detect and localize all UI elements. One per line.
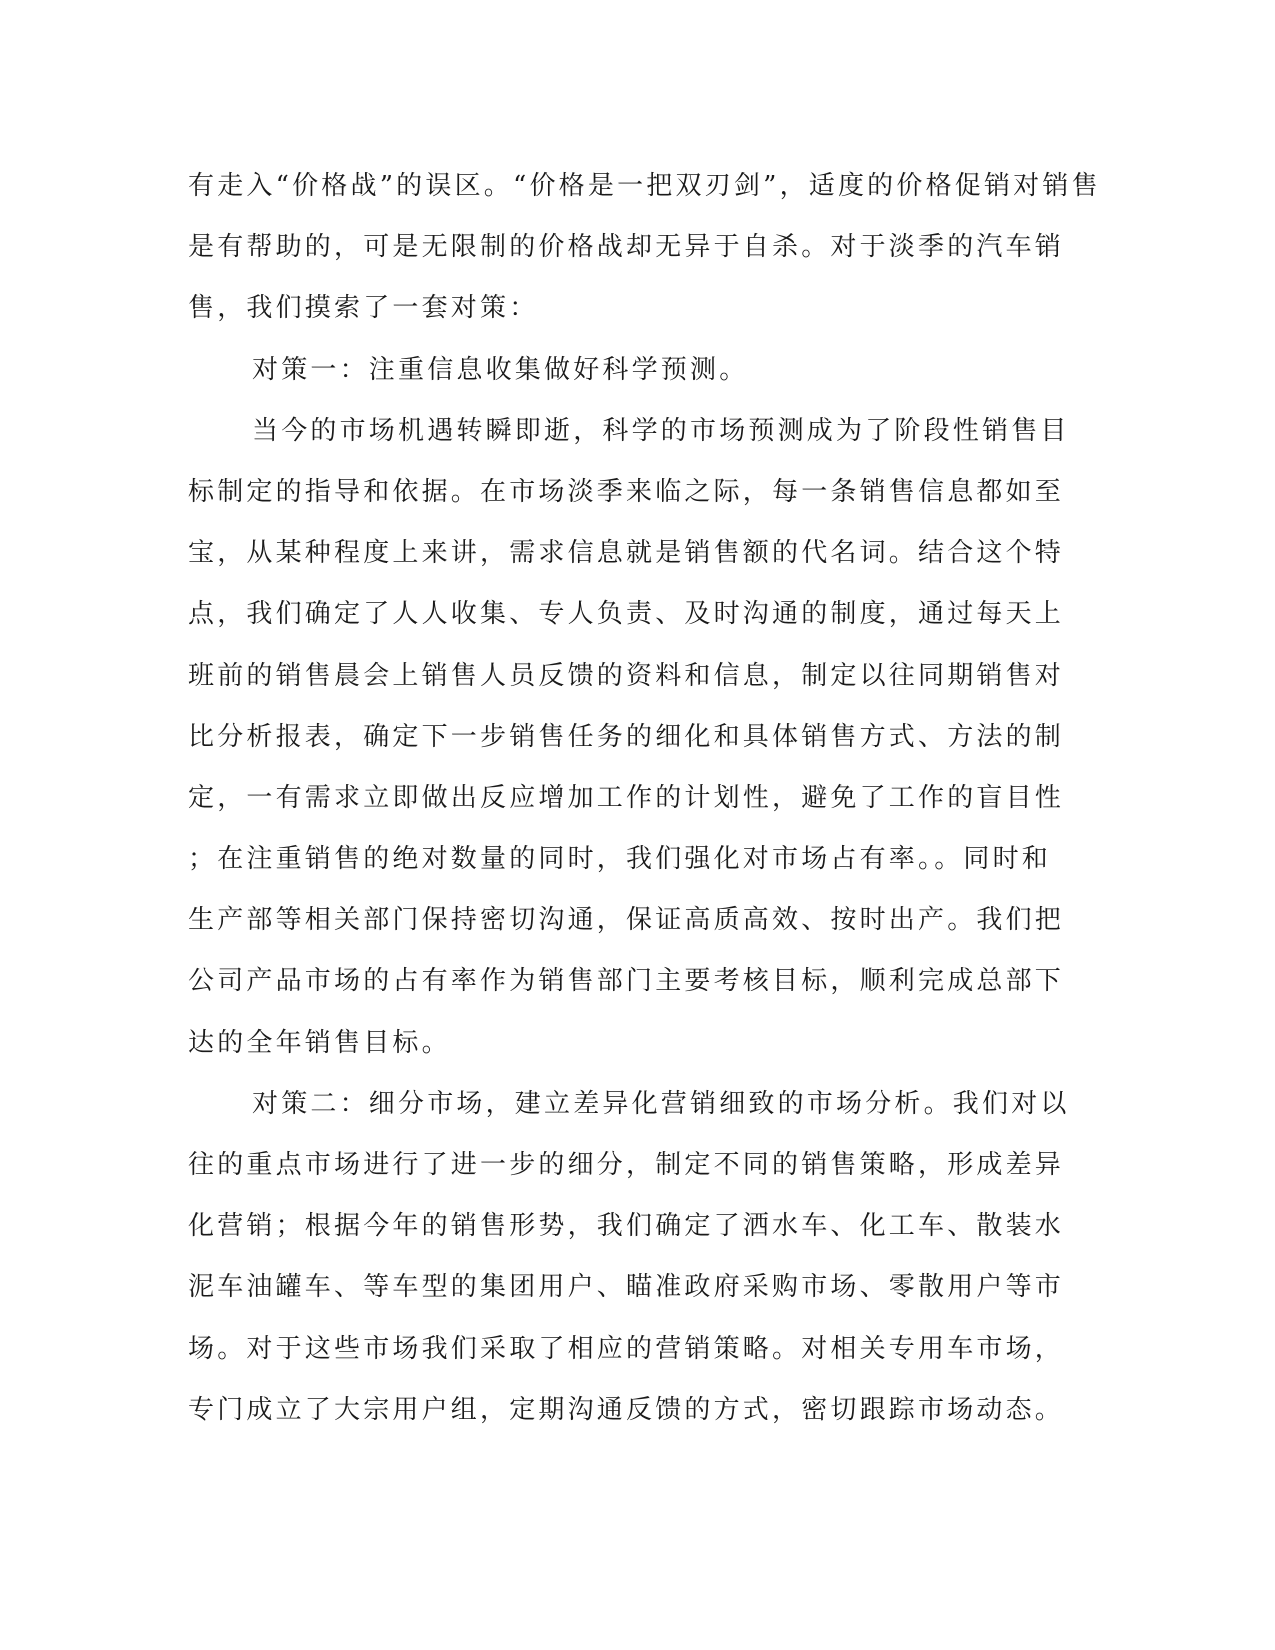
text-line: 点，我们确定了人人收集、专人负责、及时沟通的制度，通过每天上 xyxy=(188,599,1065,630)
text-line: 比分析报表，确定下一步销售任务的细化和具体销售方式、方法的制 xyxy=(188,721,1065,752)
text-line: 泥车油罐车、等车型的集团用户、瞄准政府采购市场、零散用户等市 xyxy=(188,1272,1065,1303)
text-line: 是有帮助的，可是无限制的价格战却无异于自杀。对于淡季的汽车销 xyxy=(188,232,1065,263)
text-line: 场。对于这些市场我们采取了相应的营销策略。对相关专用车市场， xyxy=(188,1333,1065,1364)
text-line: 化营销；根据今年的销售形势，我们确定了洒水车、化工车、散装水 xyxy=(188,1211,1065,1242)
body-text xyxy=(188,156,1101,1441)
text-line: 有走入“价格战”的误区。“价格是一把双刃剑”，适度的价格促销对销售 xyxy=(188,171,1101,201)
paragraph-start: 当今的市场机遇转瞬即逝，科学的市场预测成为了阶段性销售目 xyxy=(252,415,1070,446)
text-line: 班前的销售晨会上销售人员反馈的资料和信息，制定以往同期销售对 xyxy=(188,660,1065,691)
text-line: 售，我们摸索了一套对策： xyxy=(188,293,539,324)
text-line: 生产部等相关部门保持密切沟通，保证高质高效、按时出产。我们把 xyxy=(188,905,1065,936)
strategy-heading-1: 对策一：注重信息收集做好科学预测。 xyxy=(252,354,749,385)
text-line: 定，一有需求立即做出反应增加工作的计划性，避免了工作的盲目性 xyxy=(188,782,1065,813)
text-line: 宝，从某种程度上来讲，需求信息就是销售额的代名词。结合这个特 xyxy=(188,538,1065,569)
text-line: 专门成立了大宗用户组，定期沟通反馈的方式，密切跟踪市场动态。 xyxy=(188,1394,1065,1425)
text-line: 标制定的指导和依据。在市场淡季来临之际，每一条销售信息都如至 xyxy=(188,476,1065,507)
strategy-heading-2: 对策二：细分市场，建立差异化营销细致的市场分析。我们对以 xyxy=(252,1088,1070,1119)
text-line: 达的全年销售目标。 xyxy=(188,1027,451,1058)
text-line: 公司产品市场的占有率作为销售部门主要考核目标，顺利完成总部下 xyxy=(188,966,1065,997)
text-line: ；在注重销售的绝对数量的同时，我们强化对市场占有率。。同时和 xyxy=(188,844,1052,875)
text-line: 往的重点市场进行了进一步的细分，制定不同的销售策略，形成差异 xyxy=(188,1150,1065,1180)
